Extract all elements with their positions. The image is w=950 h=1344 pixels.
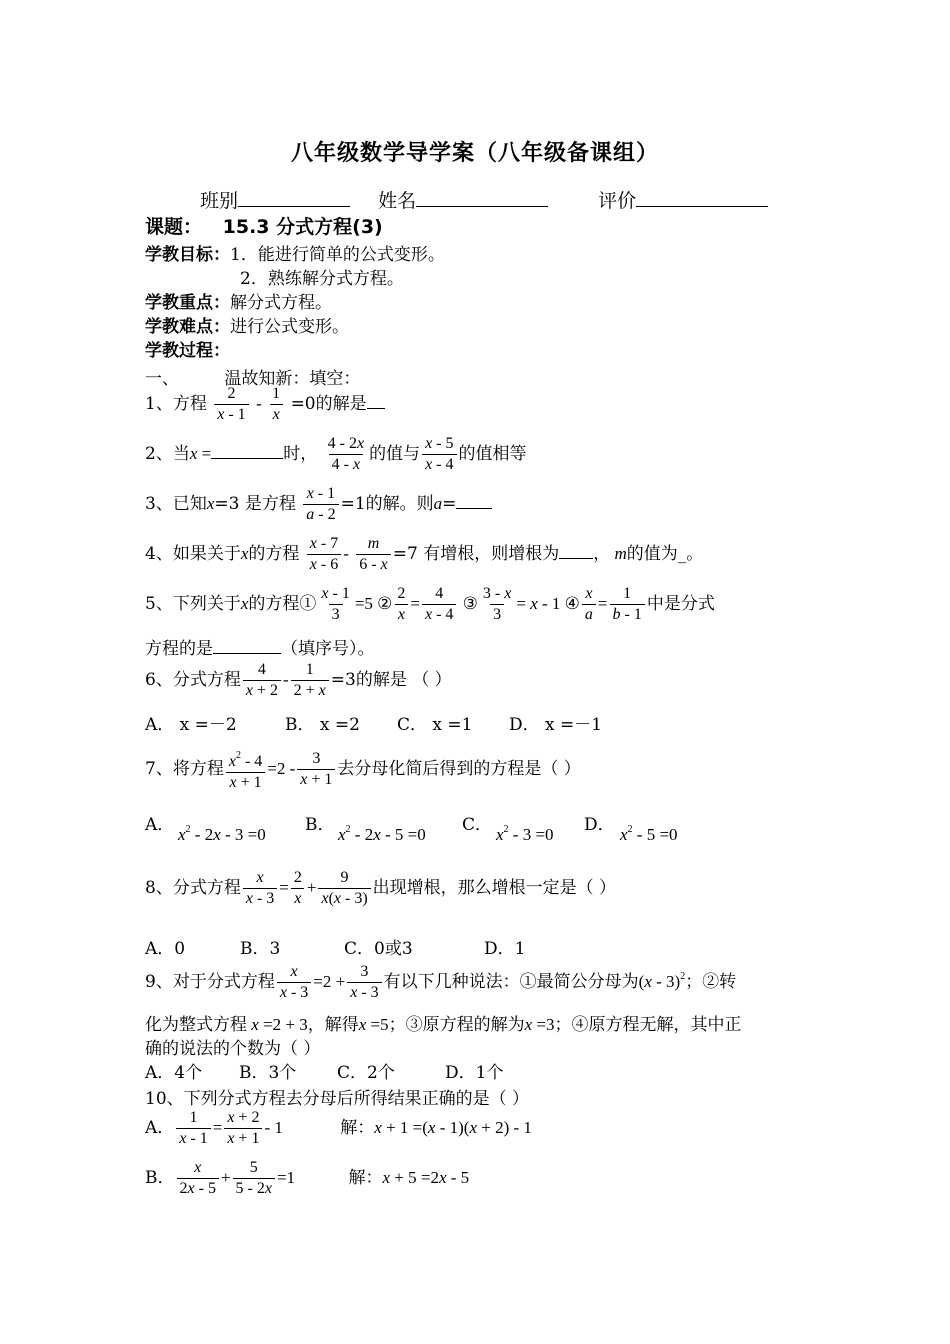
q9-line2-b: ，解得 <box>307 1015 359 1035</box>
q2-blank <box>211 440 283 459</box>
q5-suffix: 中是分式 <box>646 594 715 614</box>
q6-fraction-2: $\frac{1}{2 + x}$ <box>291 660 329 701</box>
process-label: 学教过程： <box>145 341 230 361</box>
q4-suffix: 的值为_。 <box>626 544 704 564</box>
q9-option-c: C．2个 <box>337 1063 395 1083</box>
q8-fraction-3: $\frac{9}{x(x - 3)}$ <box>318 868 370 909</box>
q6-option-a: A． x =－2 <box>145 715 237 735</box>
q3-fraction: $\frac{x - 1}{a - 2}$ <box>303 484 338 525</box>
q7-option-d-label: D． <box>584 815 615 835</box>
topic-line <box>145 212 383 239</box>
q5-eq2-left: $\frac{2}{x}$ <box>394 584 408 625</box>
q9-line2-c: ；③原方程的解为 <box>388 1015 525 1035</box>
q7-option-b-label: B． <box>305 815 335 835</box>
question-8-options <box>145 934 525 959</box>
q1-suffix: =0的解是 <box>290 394 367 414</box>
grade-blank <box>636 188 768 207</box>
q3-prefix: 3、已知 <box>145 494 207 514</box>
goals-item2: 2．熟练解分式方程。 <box>240 269 404 289</box>
q5-eq3-fraction: $\frac{3 - x}{3}$ <box>482 585 512 623</box>
q10-a-fraction-2: $\frac{x + 2}{x + 1}$ <box>224 1108 262 1149</box>
question-3: 3、已知x=3 是方程 $\frac{x - 1}{a - 2}$ =1的解。则a= <box>145 484 492 525</box>
q8-option-a: A．0 <box>145 939 186 959</box>
q3-suffix: = <box>442 494 457 514</box>
topic-label: 课题： <box>145 216 203 238</box>
q9-option-d: D．1个 <box>445 1063 504 1083</box>
grade-label: 评价 <box>598 190 637 212</box>
q5-eq4-right: $\frac{1}{b - 1}$ <box>610 584 645 625</box>
class-blank <box>238 188 350 207</box>
goals-line <box>145 240 445 265</box>
q10-b-solution-label: 解： <box>348 1168 383 1188</box>
q5-prefix: 5、下列关于 <box>145 594 241 614</box>
page-title: 八年级数学导学案（八年级备课组） <box>290 140 659 166</box>
question-7: 7、将方程 $\frac{x^2 - 4}{x + 1}$ =2 - $\frac{3}{x + 1}$ 去分母化简后得到的方程是（ ） <box>145 746 581 793</box>
q8-prefix: 8、分式方程 <box>145 878 241 898</box>
q3-blank <box>456 490 492 509</box>
q7-option-a: $x^2 - 2x - 3 =0$ <box>178 824 266 844</box>
name-blank <box>416 188 548 207</box>
q5-eq4-left: $\frac{x}{a}$ <box>582 584 596 625</box>
q2-fraction-1: $\frac{4 - 2x}{4 - x}$ <box>327 435 365 473</box>
key-point-line <box>145 288 332 313</box>
q6-fraction-1: $\frac{4}{x + 2}$ <box>243 660 281 701</box>
q2-suffix: 的值相等 <box>458 444 527 464</box>
q9-line2-d: ；④原方程无解，其中正 <box>554 1015 742 1035</box>
question-6: 6、分式方程 $\frac{4}{x + 2}$ - $\frac{1}{2 + x}$ =3的解是 （ ） <box>145 661 452 699</box>
q4-prefix: 4、如果关于 <box>145 544 241 564</box>
q5-line2: 方程的是 <box>145 639 213 659</box>
question-6-options <box>145 710 602 735</box>
q4-mid3: ， <box>593 544 611 564</box>
q8-option-d: D．1 <box>484 939 526 959</box>
q1-prefix: 1、方程 <box>145 394 207 414</box>
q7-fraction-2: $\frac{3}{x + 1}$ <box>297 749 335 790</box>
name-label: 姓名 <box>378 190 417 212</box>
q4-mid: 的方程 <box>248 544 300 564</box>
q2-fraction-2: $\frac{x - 5}{x - 4}$ <box>422 434 456 475</box>
q7-prefix: 7、将方程 <box>145 759 224 779</box>
q7-option-a-label: A． <box>145 815 175 835</box>
q7-option-c: $x^2 - 3 =0$ <box>496 824 554 844</box>
class-label: 班别 <box>200 190 239 212</box>
q10-a-label: A． <box>145 1118 175 1138</box>
q5-line2-suffix: （填序号）。 <box>281 639 375 659</box>
question-7-options <box>145 810 174 835</box>
q7-option-b: $x^2 - 2x - 5 =0$ <box>338 824 426 844</box>
q4-blank <box>559 540 593 559</box>
question-10-b: B． $\frac{x}{2x - 5}$ + $\frac{5}{5 - 2x}$ =1 解：x + 5 =2x - 5 <box>145 1159 470 1197</box>
q1-fraction-2: $\frac{1}{x}$ <box>269 384 283 425</box>
q4-fraction-1: $\frac{x - 7}{x - 6}$ <box>307 534 341 575</box>
q10-a-solution-label: 解： <box>340 1118 375 1138</box>
q5-blank <box>213 635 281 654</box>
q9-option-a: A．4个 <box>145 1063 203 1083</box>
q9-fraction-2: $\frac{3}{x - 3}$ <box>347 962 381 1003</box>
question-8: 8、分式方程 $\frac{x}{x - 3}$ = $\frac{2}{x}$ + $\frac{9}{x(x - 3)}$ 出现增根，那么增根一定是（ ） <box>145 869 617 907</box>
question-5: 5、下列关于x的方程① $\frac{x - 1}{3}$ =5 ② $\frac{2}{x}$ = $\frac{4}{x - 4}$ ③ $\frac{3 - x}{3}$ = x - 1 ④ $\frac{x}{a}$ = $\frac{1}{b - 1}$ 中是分式 <box>145 585 715 623</box>
q5-eq1-fraction: $\frac{x - 1}{3}$ <box>321 585 350 623</box>
q10-a-fraction-1: $\frac{1}{x - 1}$ <box>176 1108 210 1149</box>
question-1: 1、方程 $\frac{2}{x - 1}$ - $\frac{1}{x}$ =0的解是 <box>145 384 385 425</box>
q8-option-c: C．0或3 <box>344 939 413 959</box>
question-10-a: A． $\frac{1}{x - 1}$ = $\frac{x + 2}{x + 1}$ - 1 解：x + 1 =(x - 1)(x + 2) - 1 <box>145 1109 532 1147</box>
question-5-line2 <box>145 634 375 659</box>
question-9-options <box>145 1058 503 1083</box>
key-point-value: 解分式方程。 <box>230 293 332 313</box>
q1-blank <box>367 390 385 409</box>
question-4: 4、如果关于x的方程 $\frac{x - 7}{x - 6}$ - $\frac{m}{6 - x}$ =7 有增根，则增根为 ， m的值为_。 <box>145 535 704 573</box>
q2-mid2: 的值与 <box>369 444 421 464</box>
difficulty-label: 学教难点： <box>145 317 230 337</box>
q5-mid: 的方程① <box>248 594 317 614</box>
q5-eq2-right: $\frac{4}{x - 4}$ <box>422 584 456 625</box>
goals-label: 学教目标： <box>145 245 230 265</box>
q6-suffix: =3的解是 （ ） <box>330 670 452 690</box>
q9-fraction-1: $\frac{x}{x - 3}$ <box>277 962 311 1003</box>
q10-b-fraction-2: $\frac{5}{5 - 2x}$ <box>233 1158 275 1199</box>
q2-mid1: 时， <box>283 444 318 464</box>
q9-mid: 有以下几种说法：①最简公分母为 <box>383 972 639 992</box>
q3-mid2: =1的解。则 <box>340 494 434 514</box>
q10-stem: 10、下列分式方程去分母后所得结果正确的是（ ） <box>145 1089 530 1109</box>
header-fields <box>200 186 768 213</box>
q9-prefix: 9、对于分式方程 <box>145 972 275 992</box>
key-point-label: 学教重点： <box>145 293 230 313</box>
q6-option-d: D． x =－1 <box>509 715 603 735</box>
difficulty-line <box>145 312 349 337</box>
q4-fraction-2: $\frac{m}{6 - x}$ <box>356 534 390 575</box>
goals-item1: 1．能进行简单的公式变形。 <box>230 245 445 265</box>
question-9: 9、对于分式方程 $\frac{x}{x - 3}$ =2 + $\frac{3}{x - 3}$ 有以下几种说法：①最简公分母为(x - 3)$^2$；②转 <box>145 963 737 1001</box>
q1-fraction-1: $\frac{2}{x - 1}$ <box>214 384 248 425</box>
q3-mid: =3 是方程 <box>214 494 296 514</box>
q6-option-b: B． x =2 <box>285 715 360 735</box>
q7-fraction-1: $\frac{x^2 - 4}{x + 1}$ <box>226 746 265 793</box>
q8-suffix: 出现增根，那么增根一定是（ ） <box>372 878 617 898</box>
q4-mid2: =7 有增根，则增根为 <box>392 544 560 564</box>
q9-end1: ；②转 <box>685 972 737 992</box>
topic-value: 15.3 分式方程(3) <box>222 216 383 238</box>
section-1-text: 温故知新：填空： <box>224 369 361 389</box>
q10-b-label: B． <box>145 1168 175 1188</box>
q2-prefix: 2、当 <box>145 444 190 464</box>
q8-fraction-1: $\frac{x}{x - 3}$ <box>243 868 277 909</box>
q7-suffix: 去分母化简后得到的方程是（ ） <box>337 759 581 779</box>
difficulty-value: 进行公式变形。 <box>230 317 349 337</box>
q9-line2-a: 化为整式方程 <box>145 1015 247 1035</box>
q6-option-c: C． x =1 <box>397 715 473 735</box>
q10-b-fraction-1: $\frac{x}{2x - 5}$ <box>177 1158 219 1199</box>
section-1-num: 一、 <box>145 369 179 389</box>
q8-option-b: B．3 <box>240 939 281 959</box>
question-9-line2: 化为整式方程 x =2 + 3，解得x =5；③原方程的解为x =3；④原方程无解，其中正 <box>145 1015 742 1035</box>
q9-option-b: B．3个 <box>239 1063 297 1083</box>
q9-line3: 确的说法的个数为（ ） <box>145 1039 321 1059</box>
question-2: 2、当x = 时， $\frac{4 - 2x}{4 - x}$ 的值与 $\frac{x - 5}{x - 4}$ 的值相等 <box>145 435 527 473</box>
q7-option-d: $x^2 - 5 =0$ <box>620 824 678 844</box>
q6-prefix: 6、分式方程 <box>145 670 241 690</box>
q7-option-c-label: C． <box>462 815 493 835</box>
q8-fraction-2: $\frac{2}{x}$ <box>291 868 305 909</box>
